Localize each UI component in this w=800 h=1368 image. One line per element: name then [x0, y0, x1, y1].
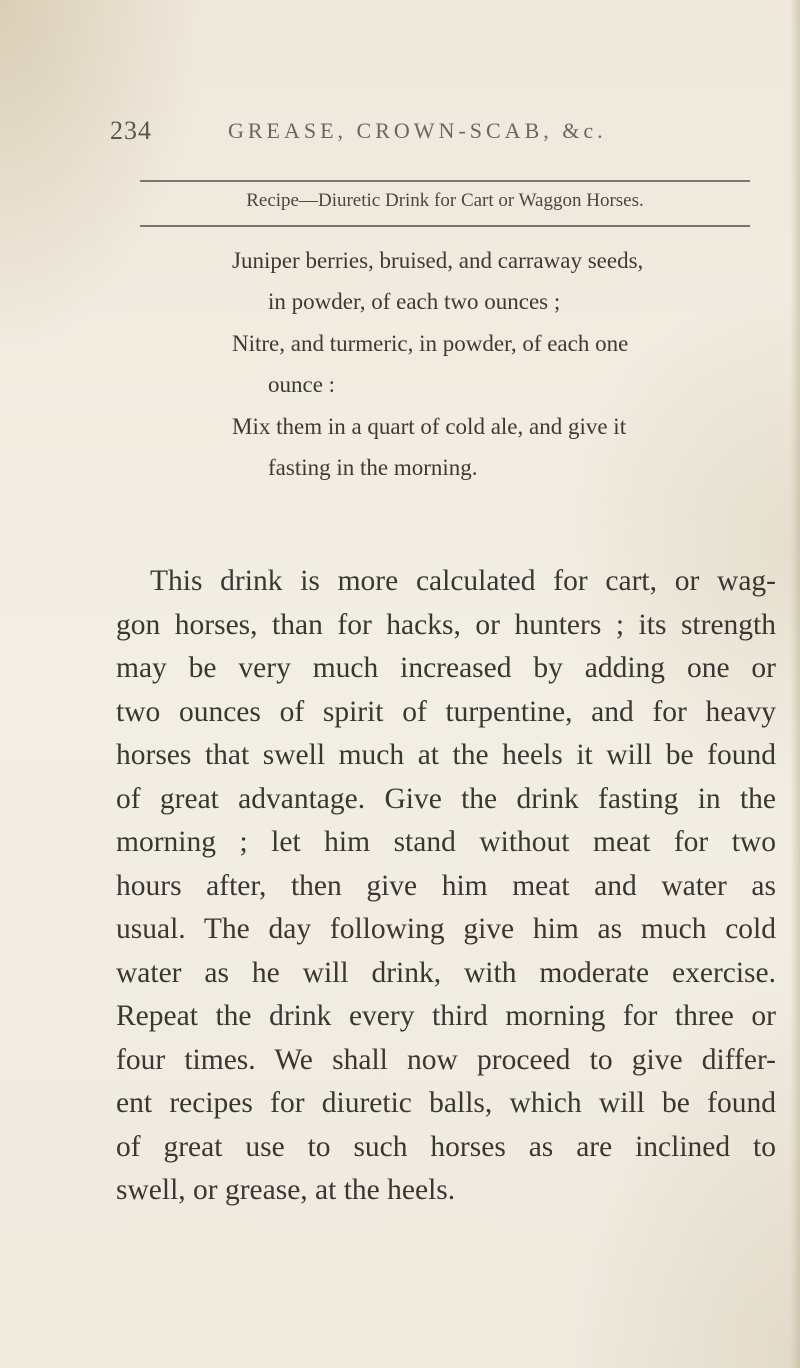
body-line: horses that swell much at the heels it will be found: [116, 739, 776, 771]
body-paragraph: [116, 560, 776, 1213]
recipe-line: Mix them in a quart of cold ale, and give it: [232, 413, 627, 439]
recipe-line: Nitre, and turmeric, in powder, of each one: [232, 330, 629, 356]
rule-bottom: [140, 225, 750, 227]
running-head: GREASE, CROWN-SCAB, &c.: [228, 118, 607, 143]
recipe-line: Juniper berries, bruised, and carraway seeds,: [232, 248, 644, 273]
body-line: two ounces of spirit of turpentine, and for heavy: [116, 695, 776, 728]
body-line: may be very much increased by adding one or: [116, 652, 776, 684]
body-line: This drink is more calculated for cart, or wag-: [150, 565, 776, 597]
body-line: ent recipes for diuretic balls, which will be found: [116, 1087, 776, 1119]
body-line: swell, or grease, at the heels.: [116, 1174, 456, 1206]
page-number: 234: [110, 116, 152, 145]
body-line: water as he will drink, with moderate exercise.: [116, 956, 776, 989]
recipe-line: fasting in the morning.: [268, 455, 478, 481]
body-line: four times. We shall now proceed to give differ-: [116, 1043, 776, 1076]
page-edge-shadow: [790, 0, 800, 1368]
rule-top: [140, 180, 750, 182]
body-line: morning ; let him stand without meat for two: [116, 826, 776, 858]
body-line: of great advantage. Give the drink fasting in the: [116, 782, 776, 815]
page-header: [110, 116, 750, 152]
body-line: hours after, then give him meat and water as: [116, 869, 776, 902]
body-line: usual. The day following give him as much cold: [116, 913, 776, 945]
body-line: Repeat the drink every third morning for three or: [116, 1000, 776, 1032]
body-line: gon horses, than for hacks, or hunters ; its strength: [116, 608, 776, 641]
section-title: Recipe—Diuretic Drink for Cart or Waggon Horses.: [246, 190, 644, 211]
recipe-line: ounce :: [268, 372, 336, 398]
body-line: of great use to such horses as are inclined to: [116, 1130, 776, 1163]
recipe-block: [232, 240, 772, 488]
recipe-line: in powder, of each two ounces ;: [268, 289, 561, 315]
